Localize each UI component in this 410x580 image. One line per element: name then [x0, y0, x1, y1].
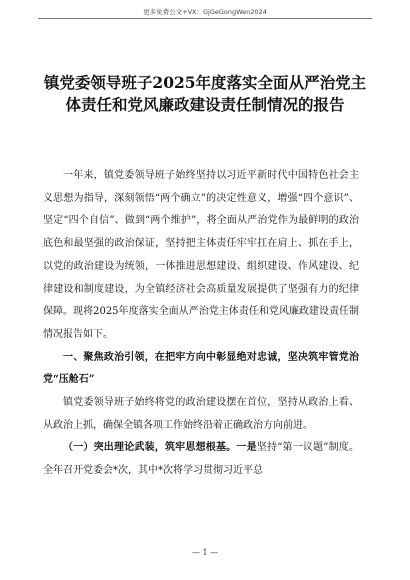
section-1-paragraph: 镇党委领导班子始终将党的政治建设摆在首位，坚持从政治上看、从政治上抓，确保全镇各项工作始终沿着正确政治方向前进。: [43, 397, 359, 431]
page-number: — 1 —: [191, 548, 219, 557]
subsection-1-paragraph: [43, 437, 359, 482]
subsection-1-lead: 一是: [236, 442, 257, 454]
header-note: 更多免费公文+VX：GjGeGongWen2024: [143, 8, 267, 16]
subsection-1-heading: （一）突出理论武装，筑牢思想根基。: [63, 442, 237, 454]
document-body: [43, 165, 359, 483]
document-title: 镇党委领导班子2025年度落实全面从严治党主体责任和党风廉政建设责任制情况的报告: [43, 73, 367, 114]
header-divider: [38, 18, 372, 19]
subsection-1-text: 坚持“第一议题”制度。全年召开党委会*次，其中*次将学习贯彻习近平总: [43, 442, 360, 477]
section-1-heading: 一、聚焦政治引领，在把牢方向中彰显绝对忠诚，坚决筑牢管党治党“压舱石”: [43, 351, 359, 386]
intro-paragraph: 一年来，镇党委领导班子始终坚持以习近平新时代中国特色社会主义思想为指导，深刻领悟“两个确立”的决定性意义，增强“四个意识”、坚定“四个自信”、做到“两个维护”，将全面从严治党作为最鲜明的政治底色和最坚强的政治保证，坚持把主体责任牢牢扛在肩上、抓在手上，以党的政治建设为统领，一体推进思想建设、组织建设、作风建设、纪律建设和制度建设，为全镇经济社会高质量发展提供了坚强有力的纪律保障。现将2025年度落实全面从严治党主体责任和党风廉政建设责任制情况报告如下。: [43, 170, 359, 340]
